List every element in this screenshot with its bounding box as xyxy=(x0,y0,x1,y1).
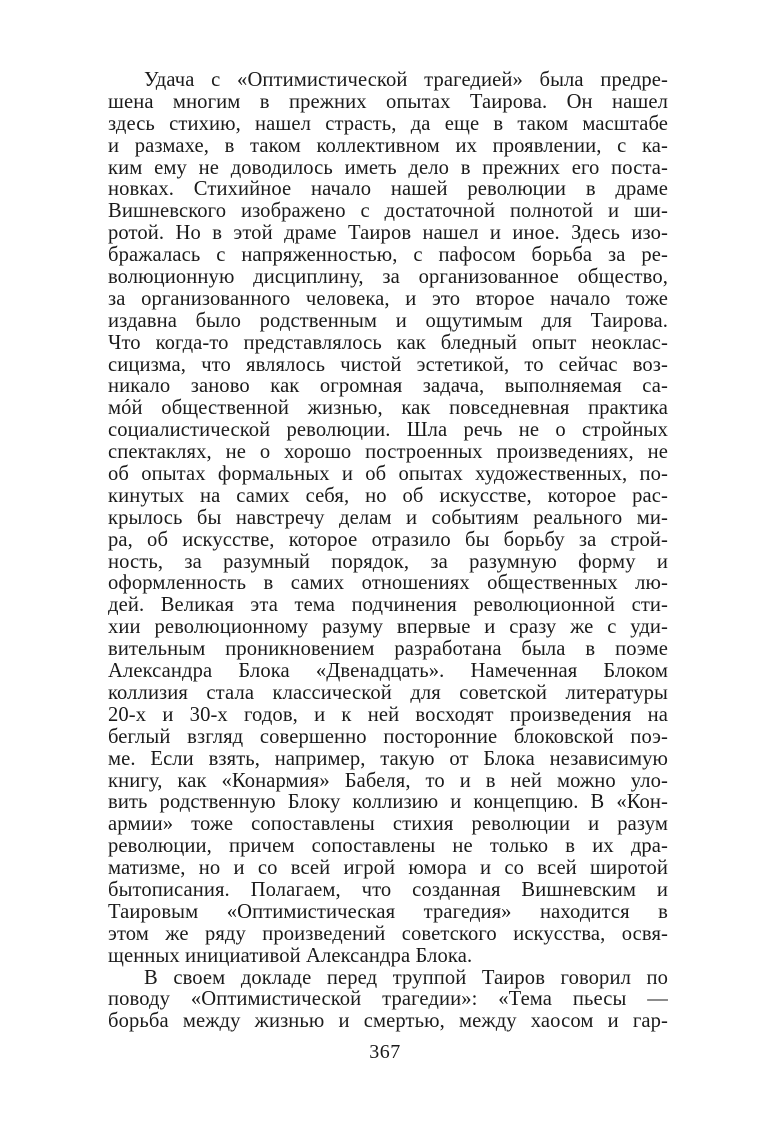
text-line: Удача с «Оптимистической трагедией» была предре- xyxy=(144,69,668,91)
text-line: борьба между жизнью и смертью, между хаосом и гар- xyxy=(108,1010,668,1033)
text-line: крылось бы навстречу делам и событиям реального ми- xyxy=(108,506,668,529)
text-line: этом же ряду произведений советского искусства, освя- xyxy=(108,922,668,945)
text-line: об опытах формальных и об опытах художественных, по- xyxy=(108,463,668,486)
text-line: щенных инициативой Александра Блока. xyxy=(108,944,473,967)
text-line: ротой. Но в этой драме Таиров нашел и иное. Здесь изо- xyxy=(108,222,668,245)
text-line: ме. Если взять, например, такую от Блока независимую xyxy=(108,747,668,770)
text-line: 20-х и 30-х годов, и к ней восходят произведения на xyxy=(108,703,668,726)
text-line: Таировым «Оптимистическая трагедия» находится в xyxy=(108,900,668,923)
text-line: матизме, но и со всей игрой юмора и со всей широтой xyxy=(108,857,668,880)
text-line: мóй общественной жизнью, как повседневная практика xyxy=(108,397,668,420)
text-line: бражалась с напряженностью, с пафосом борьба за ре- xyxy=(108,244,668,267)
text-line: беглый взгляд совершенно посторонние блоковской поэ- xyxy=(108,725,668,748)
text-line: дей. Великая эта тема подчинения революционной сти- xyxy=(108,594,668,617)
text-line: ра, об искусстве, которое отразило бы борьбу за строй- xyxy=(108,528,668,551)
text-line: новках. Стихийное начало нашей революции в драме xyxy=(108,178,668,201)
text-line: бытописания. Полагаем, что созданная Вишневским и xyxy=(108,878,668,901)
text-line: спектаклях, не о хорошо построенных произведениях, не xyxy=(108,441,668,464)
text-line: издавна было родственным и ощутимым для Таирова. xyxy=(108,309,668,332)
text-line: коллизия стала классической для советской литературы xyxy=(108,681,668,704)
text-line: волюционную дисциплину, за организованное общество, xyxy=(108,266,668,289)
text-line: Что когда-то представлялось как бледный опыт неоклас- xyxy=(108,331,668,354)
text-line: революции, причем сопоставлены не только в их дра- xyxy=(108,835,668,858)
text-line: кинутых на самих себя, но об искусстве, которое рас- xyxy=(108,484,668,507)
text-line: сицизма, что являлось чистой эстетикой, то сейчас воз- xyxy=(108,353,668,376)
body-text xyxy=(108,70,668,1033)
text-line: вительным проникновением разработана была в поэме xyxy=(108,638,668,661)
text-line: Александра Блока «Двенадцать». Намеченная Блоком xyxy=(108,660,668,683)
text-line: хии революционному разуму впервые и сразу же с уди- xyxy=(108,616,668,639)
text-line: никало заново как огромная задача, выполняемая са- xyxy=(108,375,668,398)
text-line: оформленность в самих отношениях общественных лю- xyxy=(108,572,668,595)
text-line: книгу, как «Конармия» Бабеля, то и в ней можно уло- xyxy=(108,769,668,792)
page-number: 367 xyxy=(369,1041,401,1063)
text-line: поводу «Оптимистической трагедии»: «Тема пьесы — xyxy=(108,988,668,1011)
text-line: вить родственную Блоку коллизию и концепцию. В «Кон- xyxy=(108,791,668,814)
text-line: армии» тоже сопоставлены стихия революции и разум xyxy=(108,813,668,836)
text-line: ким ему не доводилось иметь дело в прежних его поста- xyxy=(108,156,668,179)
text-line: ность, за разумный порядок, за разумную форму и xyxy=(108,550,668,573)
text-line: шена многим в прежних опытах Таирова. Он нашел xyxy=(108,90,668,113)
text-line: за организованного человека, и это второе начало тоже xyxy=(108,287,668,310)
text-line: Вишневского изображено с достаточной полнотой и ши- xyxy=(108,200,668,223)
text-line: здесь стихию, нашел страсть, да еще в таком масштабе xyxy=(108,112,668,135)
text-line: и размахе, в таком коллективном их проявлении, с ка- xyxy=(108,134,668,157)
text-line: социалистической революции. Шла речь не о стройных xyxy=(108,419,668,442)
text-line: В своем докладе перед труппой Таиров говорил по xyxy=(144,966,668,989)
